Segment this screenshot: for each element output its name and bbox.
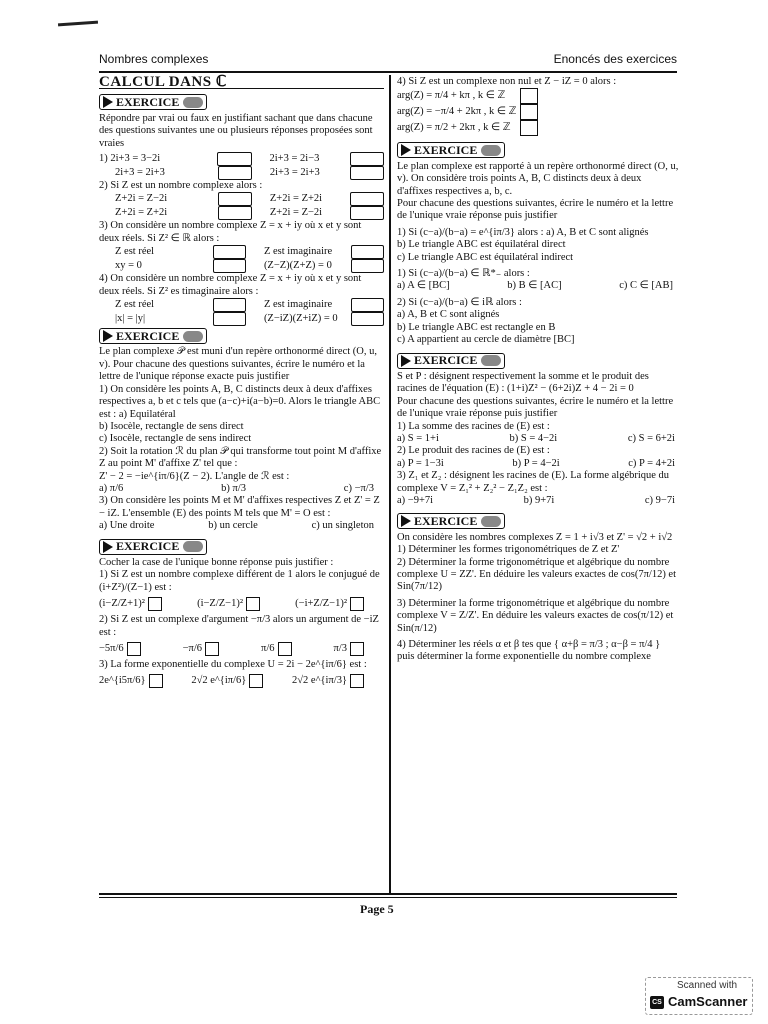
exercise-4-intro: Le plan complexe est rapporté à un repère orthonormé direct (O, u, v). On considère trois points A, B, C distincts deux à deux d'affixes respectives a, b, c.	[397, 160, 679, 197]
ex2-q1c: c) Isocèle, rectangle de sens indirect	[99, 433, 252, 445]
checkbox[interactable]	[350, 674, 364, 688]
answer-box[interactable]	[213, 312, 246, 326]
ex5-q1: 1) La somme des racines de (E) est :	[397, 420, 550, 432]
q2d: Z+2i = Z−2i	[269, 207, 323, 219]
q3: 3) On considère un nombre complexe Z = x + iy où x et y sont deux réels. Si Z² ∈ ℝ alors :	[99, 220, 362, 244]
answer-box[interactable]	[351, 298, 384, 312]
checkbox[interactable]	[350, 597, 364, 611]
arrow-icon	[103, 330, 113, 342]
header-chapter: Nombres complexes	[99, 52, 209, 66]
answer-box[interactable]	[217, 152, 251, 166]
answer-box[interactable]	[350, 192, 384, 206]
arrow-icon	[401, 515, 411, 527]
ex3-q1c: (−i+Z/Z−1)²	[295, 597, 347, 609]
ex4-q3b: b) Le triangle ABC est rectangle en B	[397, 321, 556, 333]
checkbox[interactable]	[520, 88, 538, 104]
watermark-caption: Scanned with	[677, 980, 738, 991]
ex4-q1: 1) Si (c−a)/(b−a) = e^{iπ/3} alors : a) A, B et C sont alignés	[397, 226, 649, 238]
number-bubble-icon	[481, 516, 501, 527]
answer-box[interactable]	[218, 166, 252, 180]
answer-box[interactable]	[213, 245, 246, 259]
ex3-q1a: (i−Z/Z+1)²	[99, 597, 145, 609]
arrow-icon	[103, 96, 113, 108]
exercise-1-header	[99, 94, 207, 110]
ex4-q1c: c) Le triangle ABC est équilatéral indirect	[397, 251, 574, 263]
ex5-q1b: b) S = 4−2i	[509, 432, 558, 444]
exercise-badge: EXERCICE	[99, 328, 207, 344]
answer-box[interactable]	[213, 298, 246, 312]
ex6-q2: 2) Déterminer la forme trigonométrique et algébrique du nombre complexe U = ZZ'. En déduire les valeurs exactes de cos(7π/12) et Sin(7π/12)	[397, 556, 677, 593]
ex2-q2c: c) −π/3	[343, 482, 374, 494]
q4c: |x| = |y|	[115, 312, 146, 324]
column-separator	[389, 75, 391, 895]
ex2-q3: 3) On considère les points M et M' d'affixes respectives Z et Z' = Z − iZ. L'ensemble (E) des points M tels que M' = O est :	[99, 495, 380, 519]
checkbox[interactable]	[249, 674, 263, 688]
ex3-q3b: 2√2 e^{iπ/6}	[191, 675, 247, 687]
ex6-q1: 1) Déterminer les formes trigonométriques de Z et Z'	[397, 544, 620, 556]
ex5-q1c: c) S = 6+2i	[627, 432, 675, 444]
answer-box[interactable]	[218, 192, 252, 206]
q2b: Z+2i = Z+2i	[269, 193, 323, 205]
camscanner-watermark	[645, 977, 753, 1015]
exercise-badge: EXERCICE	[99, 539, 207, 555]
q1b: 2i+3 = 2i−3	[269, 152, 320, 164]
exercise-6-intro: On considère les nombres complexes Z = 1 + i√3 et Z' = √2 + i√2	[397, 531, 673, 543]
exercise-badge: EXERCICE	[397, 353, 505, 369]
handwritten-mark	[58, 21, 98, 27]
q1a: 1) 2i+3 = 3−2i	[99, 152, 161, 164]
q1c: 2i+3 = 2i+3	[115, 166, 165, 178]
q3c: xy = 0	[115, 260, 142, 272]
arrow-icon	[401, 144, 411, 156]
ex4-q1b: b) Le triangle ABC est équilatéral direct	[397, 239, 566, 251]
ex3-q2: 2) Si Z est un complexe d'argument −π/3 alors un argument de −iZ est :	[99, 614, 379, 638]
q1d: 2i+3 = 2i+3	[269, 166, 320, 178]
checkbox[interactable]	[148, 597, 162, 611]
ex3-q3a: 2e^{i5π/6}	[99, 675, 146, 687]
ex5-q2b: b) P = 4−2i	[512, 457, 560, 469]
exercise-3-header	[99, 539, 207, 555]
camscanner-logo-icon: CS	[650, 996, 664, 1009]
q3b: Z est imaginaire	[263, 246, 333, 258]
ex6-q3: 3) Déterminer la forme trigonométrique et algébrique du nombre complexe V = Z/Z'. En déduire les valeurs exactes de cos(π/12) et Sin(π/12)	[397, 597, 674, 634]
exercise-1-intro: Répondre par vrai ou faux en justifiant sachant que dans chacune des questions suivantes une ou plusieurs réponses proposées sont vraies	[99, 112, 373, 149]
exercise-6-header	[397, 513, 505, 529]
q2a: Z+2i = Z−2i	[115, 193, 168, 205]
ex1-q4b: arg(Z) = −π/4 + 2kπ , k ∈ ℤ	[397, 106, 517, 118]
ex3-q2d: π/3	[333, 642, 347, 654]
exercise-2-header	[99, 328, 207, 344]
answer-box[interactable]	[351, 312, 384, 326]
answer-box[interactable]	[350, 152, 384, 166]
ex2-q2: 2) Soit la rotation ℛ du plan 𝒫 qui transforme tout point M d'affixe Z au point M' d'affixe Z' tel que :	[99, 445, 382, 470]
left-column	[99, 76, 384, 691]
header-rule	[99, 71, 677, 73]
ex2-q3c: c) un singleton	[311, 520, 374, 532]
number-bubble-icon	[481, 145, 501, 156]
ex2-q2b: b) π/3	[221, 482, 246, 494]
watermark-brand: CamScanner	[668, 994, 748, 1009]
exercise-badge: EXERCICE	[397, 142, 505, 158]
ex5-q2c: c) P = 4+2i	[628, 457, 675, 469]
exercise-5-intro: S et P : désignent respectivement la somme et le produit des racines de l'équation (E) : (1+i)Z² − (6+2i)Z + 4 − 2i = 0	[397, 370, 649, 395]
q2: 2) Si Z est un nombre complexe alors :	[99, 180, 263, 192]
checkbox[interactable]	[205, 642, 219, 656]
ex2-q2a: a) π/6	[99, 482, 124, 494]
answer-box[interactable]	[351, 259, 384, 273]
ex2-q2-formula: Z' − 2 = −ie^{iπ/6}(Z − 2). L'angle de ℛ est :	[99, 470, 290, 482]
checkbox[interactable]	[520, 104, 538, 120]
q4d: (Z−iZ)(Z+iZ) = 0	[263, 312, 338, 324]
q3d: (Z−Z)(Z+Z) = 0	[263, 260, 332, 272]
exercise-4-intro2: Pour chacune des questions suivantes, écrire le numéro et la lettre de l'unique vraie réponse puis justifier	[397, 198, 674, 222]
number-bubble-icon	[183, 331, 203, 342]
ex4-q3a: a) A, B et C sont alignés	[397, 309, 500, 321]
ex1-q4a: arg(Z) = π/4 + kπ , k ∈ ℤ	[397, 90, 506, 102]
exercise-badge: EXERCICE	[397, 513, 505, 529]
exercise-5-intro2: Pour chacune des questions suivantes, écrire le numéro et la lettre de l'unique vraie réponse puis justifier	[397, 395, 674, 420]
ex4-q3c: c) A appartient au cercle de diamètre [BC]	[397, 334, 575, 346]
exercise-badge: EXERCICE	[99, 94, 207, 110]
page-header	[99, 52, 677, 70]
page-number: Page 5	[360, 902, 394, 916]
q2c: Z+2i = Z+2i	[115, 207, 168, 219]
answer-box[interactable]	[350, 206, 384, 220]
arrow-icon	[103, 541, 113, 553]
ex4-q2b: b) B ∈ [AC]	[507, 280, 562, 292]
q4: 4) On considère un nombre complexe Z = x + iy où x et y sont deux réels. Si Z² es timaginaire alors :	[99, 273, 362, 297]
ex2-q1: 1) On considère les points A, B, C distincts deux à deux d'affixes respectives a, b et c tels que (a−c)+i(a−b)=0. Alors le triangle ABC est : a) Equilatéral	[99, 383, 381, 420]
ex4-q3: 2) Si (c−a)/(b−a) ∈ iℝ alors :	[397, 296, 522, 308]
header-section: Enoncés des exercices	[553, 52, 677, 66]
exercise-4-header	[397, 142, 505, 158]
q3a: Z est réel	[115, 246, 155, 258]
answer-box[interactable]	[351, 245, 384, 259]
exercise-2-intro: Le plan complexe 𝒫 est muni d'un repère orthonormé direct (O, u, v). Pour chacune des questions suivantes, écrire le numéro et la lettre de l'unique réponse exacte puis justifier	[99, 346, 377, 383]
q4a: Z est réel	[115, 298, 155, 310]
ex2-q3a: a) Une droite	[99, 520, 155, 532]
checkbox[interactable]	[127, 642, 141, 656]
ex5-q1a: a) S = 1+i	[397, 432, 439, 444]
ex5-q3c: c) 9−7i	[644, 494, 675, 506]
ex3-q3c: 2√2 e^{iπ/3}	[292, 675, 347, 687]
exercise-5-header	[397, 353, 505, 369]
footer-rule	[99, 893, 677, 895]
ex4-q2c: c) C ∈ [AB]	[619, 280, 673, 292]
ex5-q2a: a) P = 1−3i	[397, 457, 444, 469]
checkbox[interactable]	[246, 597, 260, 611]
ex4-q2a: a) A ∈ [BC]	[397, 280, 450, 292]
q4b: Z est imaginaire	[263, 298, 333, 310]
number-bubble-icon	[183, 97, 203, 108]
ex3-q2b: −π/6	[182, 642, 203, 654]
ex2-q1b: b) Isocèle, rectangle de sens direct	[99, 420, 244, 432]
ex4-q2: 1) Si (c−a)/(b−a) ∈ ℝ*₋ alors :	[397, 268, 530, 280]
ex5-q2: 2) Le produit des racines de (E) est :	[397, 445, 550, 457]
checkbox[interactable]	[350, 642, 364, 656]
arrow-icon	[401, 355, 411, 367]
ex3-q1b: (i−Z/Z−1)²	[197, 597, 243, 609]
ex1-q4c: arg(Z) = π/2 + 2kπ , k ∈ ℤ	[397, 122, 511, 134]
checkbox[interactable]	[149, 674, 163, 688]
number-bubble-icon	[183, 541, 203, 552]
ex3-q1: 1) Si Z est un nombre complexe différent de 1 alors le conjugué de (i+Z²)/(Z−1) est :	[99, 569, 380, 593]
ex5-q3b: b) 9+7i	[523, 494, 555, 506]
ex2-q3b: b) un cercle	[208, 520, 258, 532]
answer-box[interactable]	[213, 259, 246, 273]
ex1-q4: 4) Si Z est un complexe non nul et Z − iZ = 0 alors :	[397, 76, 617, 87]
ex5-q3: 3) Z₁ et Z₂ : désignent les racines de (E). La forme algébrique du complexe V = Z₁² + Z₂² − Z₁Z₂ est :	[397, 470, 670, 494]
ex3-q2c: π/6	[261, 642, 275, 654]
answer-box[interactable]	[350, 166, 384, 180]
footer-rule-thin	[99, 897, 677, 898]
checkbox[interactable]	[520, 120, 538, 136]
answer-box[interactable]	[218, 206, 252, 220]
checkbox[interactable]	[278, 642, 292, 656]
ex3-q3: 3) La forme exponentielle du complexe U = 2i − 2e^{iπ/6} est :	[99, 659, 367, 670]
exercise-3-intro: Cocher la case de l'unique bonne réponse puis justifier :	[99, 556, 334, 568]
right-column	[397, 76, 679, 664]
section-title: CALCUL DANS ℂ	[99, 76, 384, 89]
ex6-q4: 4) Déterminer les réels α et β tes que { α+β = π/3 ; α−β = π/4 } puis déterminer la forme exponentielle du nombre complexe	[397, 639, 661, 663]
number-bubble-icon	[481, 355, 501, 366]
ex5-q3a: a) −9+7i	[397, 494, 434, 506]
ex3-q2a: −5π/6	[99, 642, 124, 654]
